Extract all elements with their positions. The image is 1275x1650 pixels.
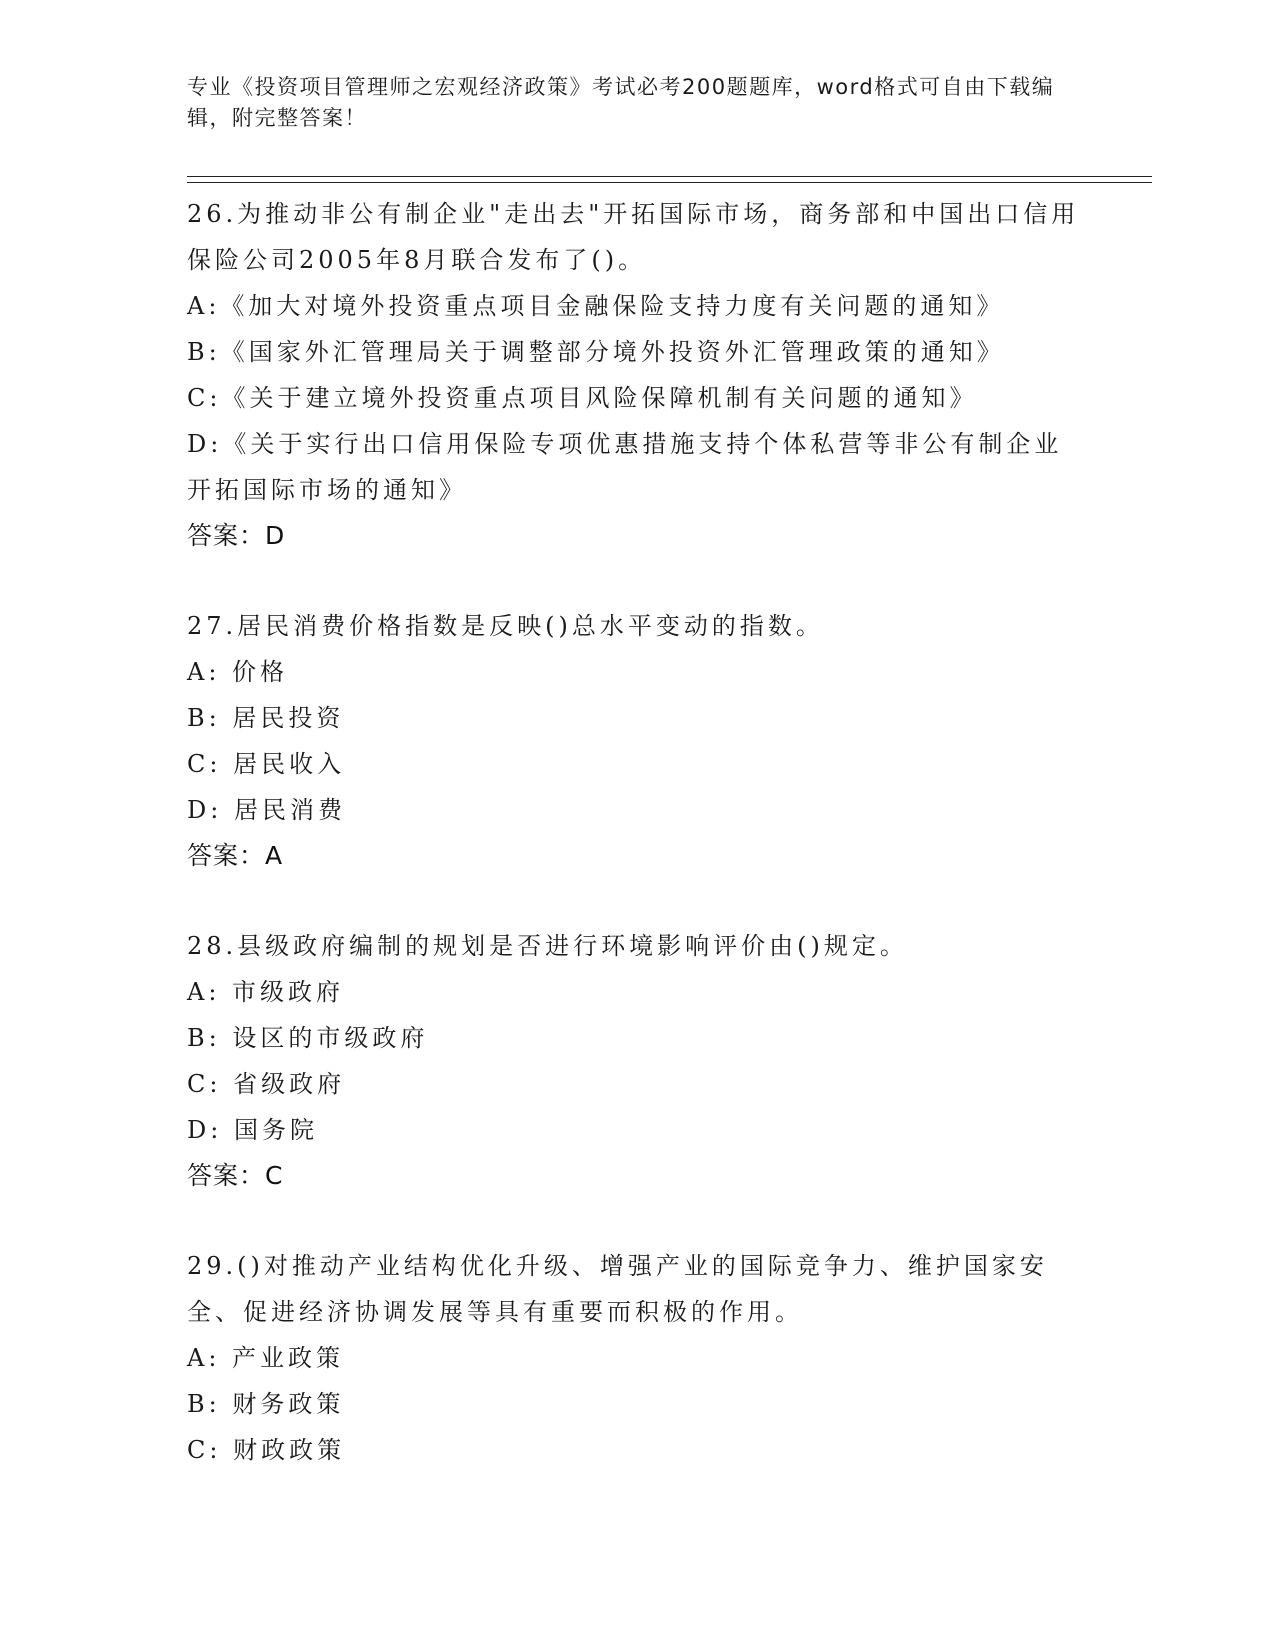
answer-line: 答案：D	[187, 521, 286, 550]
question-28	[187, 923, 1087, 1199]
question-list	[187, 191, 1087, 1517]
answer-line: 答案：A	[187, 841, 284, 870]
question-29	[187, 1243, 1087, 1473]
option-a: A:《加大对境外投资重点项目金融保险支持力度有关问题的通知》	[187, 292, 1005, 320]
option-b: B:《国家外汇管理局关于调整部分境外投资外汇管理政策的通知》	[187, 338, 1005, 366]
option-a: A: 价格	[187, 658, 289, 686]
header-text: 专业《投资项目管理师之宏观经济政策》考试必考200题题库，word格式可自由下载编辑，附完整答案！	[187, 75, 1055, 130]
option-a: A: 产业政策	[187, 1344, 345, 1372]
question-stem: 28.县级政府编制的规划是否进行环境影响评价由()规定。	[187, 932, 908, 960]
question-stem: 27.居民消费价格指数是反映()总水平变动的指数。	[187, 612, 824, 640]
answer-line: 答案：C	[187, 1161, 284, 1190]
option-b: B: 设区的市级政府	[187, 1024, 429, 1052]
option-b: B: 财务政策	[187, 1390, 345, 1418]
option-b: B: 居民投资	[187, 704, 345, 732]
option-d: D: 国务院	[187, 1116, 318, 1144]
option-c: C:《关于建立境外投资重点项目风险保障机制有关问题的通知》	[187, 384, 978, 412]
option-c: C: 居民收入	[187, 750, 346, 778]
question-stem: 29.()对推动产业结构优化升级、增强产业的国际竞争力、维护国家安全、促进经济协调发展等具有重要而积极的作用。	[187, 1252, 1048, 1326]
option-a: A: 市级政府	[187, 978, 345, 1006]
header-divider-top	[187, 176, 1152, 177]
option-d: D: 居民消费	[187, 796, 346, 824]
question-26	[187, 191, 1087, 559]
question-27	[187, 603, 1087, 879]
option-c: C: 省级政府	[187, 1070, 346, 1098]
question-stem: 26.为推动非公有制企业"走出去"开拓国际市场，商务部和中国出口信用保险公司2005年8月联合发布了()。	[187, 200, 1080, 274]
option-c: C: 财政政策	[187, 1436, 346, 1464]
header-divider-bottom	[187, 182, 1152, 183]
document-header	[187, 72, 1087, 134]
option-d: D:《关于实行出口信用保险专项优惠措施支持个体私营等非公有制企业开拓国际市场的通知》	[187, 430, 1063, 504]
